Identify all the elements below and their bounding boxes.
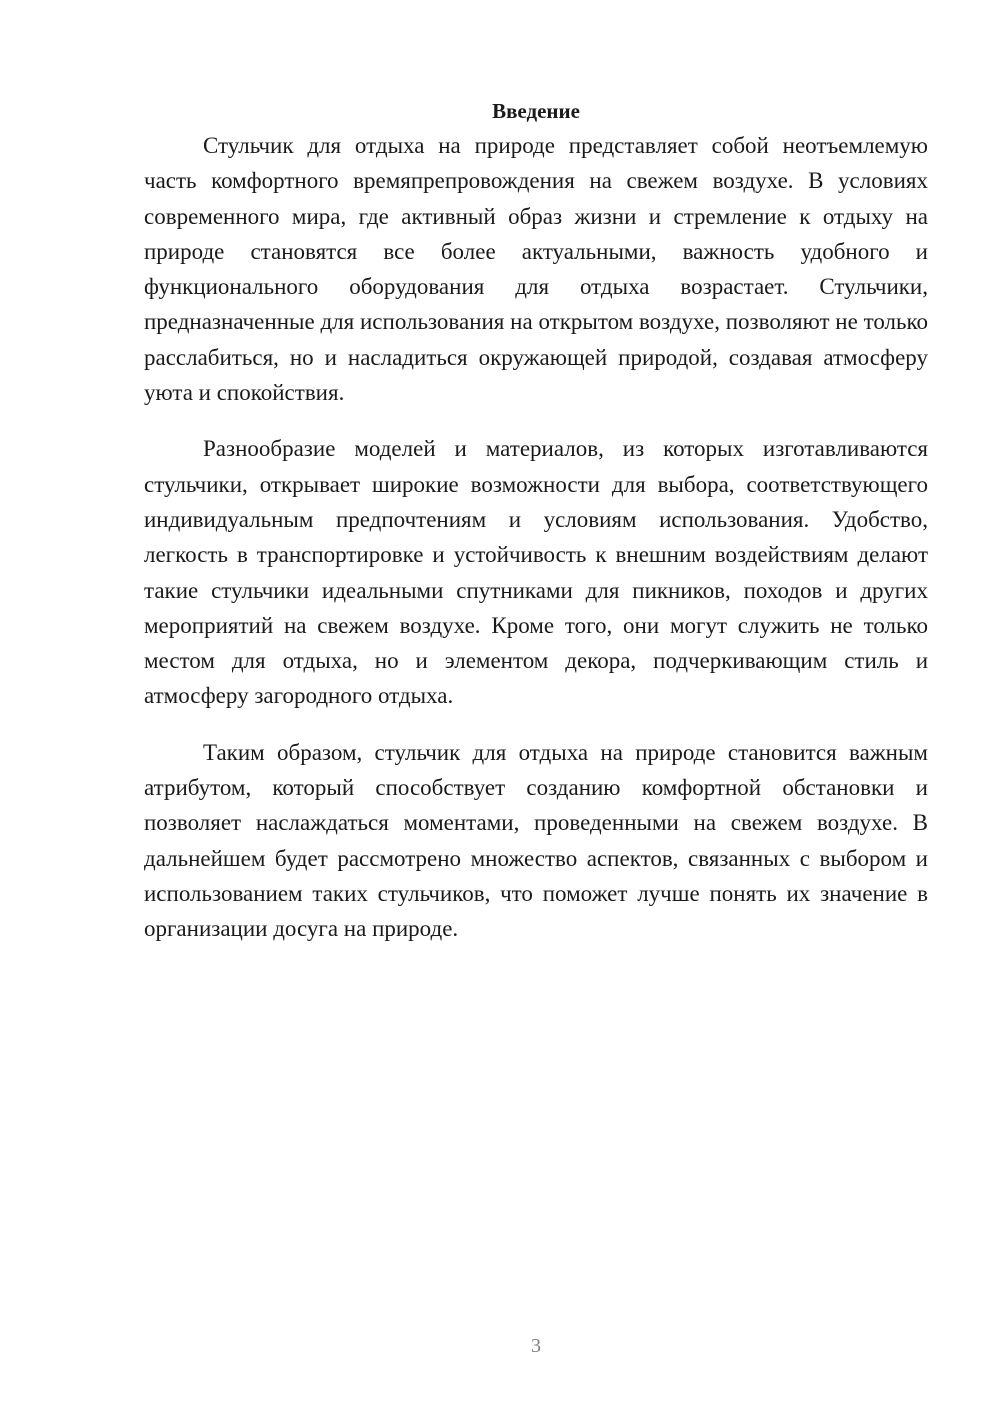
paragraph-1: Стульчик для отдыха на природе представляет собой неотъемлемую часть комфортного времяпрепровождения на свежем воздухе. В условиях современного мира, где активный образ жизни и стремление к отдыху на природе становятся все более актуальными, важность удобного и функционального оборудования для отдыха возрастает. Стульчики, предназначенные для использования на открытом воздухе, позволяют не только расслабиться, но и насладиться окружающей природой, создавая атмосферу уюта и спокойствия. xyxy=(144,133,928,406)
paragraph-3: Таким образом, стульчик для отдыха на природе становится важным атрибутом, который способствует созданию комфортной обстановки и позволяет наслаждаться моментами, проведенными на свежем воздухе. В дальнейшем будет рассмотрено множество аспектов, связанных с выбором и использованием таких стульчиков, что поможет лучше понять их значение в организации досуга на природе. xyxy=(144,739,928,942)
paragraph-2: Разнообразие моделей и материалов, из которых изготавливаются стульчики, открывает широкие возможности для выбора, соответствующего индивидуальным предпочтениям и условиям использования. Удобство, легкость в транспортировке и устойчивость к внешним воздействиям делают такие стульчики идеальными спутниками для пикников, походов и других мероприятий на свежем воздухе. Кроме того, они могут служить не только местом для отдыха, но и элементом декора, подчеркивающим стиль и атмосферу загородного отдыха. xyxy=(144,436,928,709)
document-body xyxy=(144,96,928,968)
page-number: 3 xyxy=(531,1335,541,1357)
section-heading: Введение xyxy=(492,99,580,123)
